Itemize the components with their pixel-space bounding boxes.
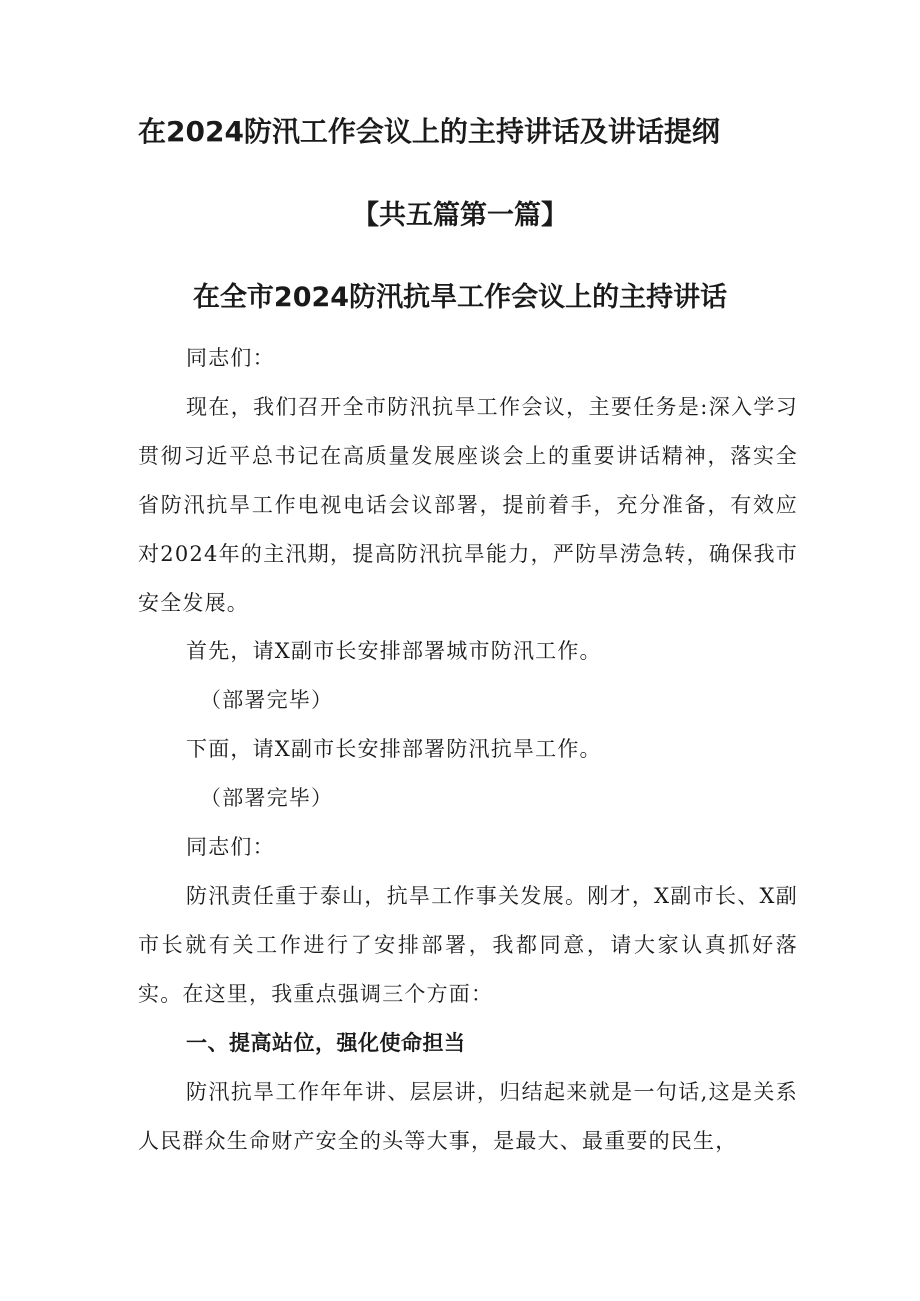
document-title: 在2024防汛工作会议上的主持讲话及讲话提纲 (138, 115, 720, 148)
body-paragraph: 首先，请X副市长安排部署城市防汛工作。 (186, 639, 602, 664)
body-paragraph: 现在，我们召开全市防汛抗旱工作会议，主要任务是:深入学习贯彻习近平总书记在高质量发展座谈会上的重要讲话精神，落实全省防汛抗旱工作电视电话会议部署，提前着手，充分准备，有效应对2024年的主汛期，提高防汛抗旱能力，严防旱涝急转，确保我市安全发展。 (138, 394, 798, 615)
stage-note: （部署完毕） (200, 786, 334, 811)
document-body (138, 334, 798, 1165)
speech-title: 在全市2024防汛抗旱工作会议上的主持讲话 (192, 282, 728, 313)
section-heading: 一、提高站位，强化使命担当 (186, 1030, 466, 1055)
body-paragraph: 下面，请X副市长安排部署防汛抗旱工作。 (186, 737, 602, 762)
body-paragraph: 防汛责任重于泰山，抗旱工作事关发展。刚才，X副市长、X副市长就有关工作进行了安排部署，我都同意，请大家认真抓好落实。在这里，我重点强调三个方面： (138, 883, 798, 1006)
part-heading: 【共五篇第一篇】 (352, 200, 568, 231)
salutation: 同志们： (186, 835, 275, 860)
body-paragraph: 防汛抗旱工作年年讲、层层讲，归结起来就是一句话,这是关系人民群众生命财产安全的头等大事，是最大、最重要的民生， (138, 1079, 798, 1153)
salutation: 同志们： (186, 346, 275, 370)
stage-note: （部署完毕） (200, 688, 334, 713)
